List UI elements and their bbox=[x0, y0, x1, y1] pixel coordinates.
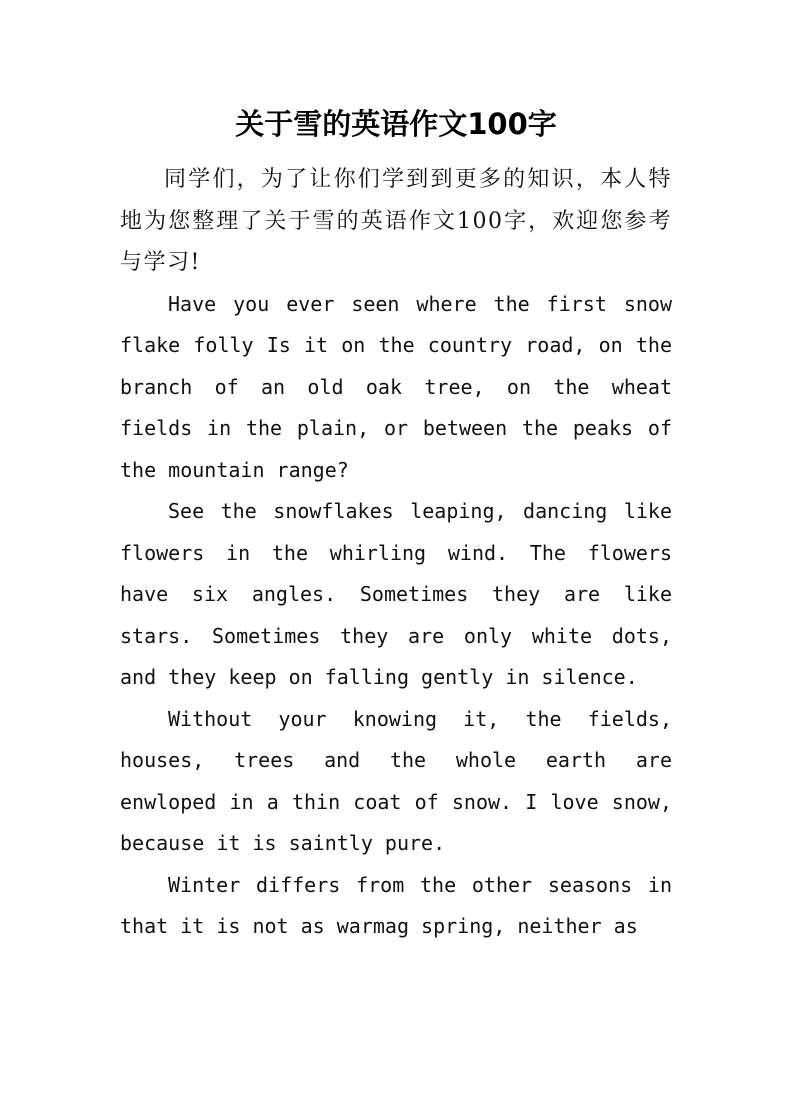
body-paragraph-3: Without your knowing it, the fields, houses, trees and the whole earth are enwloped in a thin coat of snow. I love snow, because it is saintly pure. bbox=[120, 706, 672, 855]
document-body bbox=[120, 159, 672, 948]
body-paragraph-4: Winter differs from the other seasons in that it is not as warmag spring, neither as bbox=[120, 872, 672, 938]
document-title: 关于雪的英语作文100字 bbox=[235, 107, 557, 141]
body-paragraph-2: See the snowflakes leaping, dancing like flowers in the whirling wind. The flowers have six angles. Sometimes they are like stars. Sometimes they are only white dots, and they keep on falling gently in silence. bbox=[120, 499, 672, 689]
body-paragraph-1: Have you ever seen where the first snow flake folly Is it on the country road, on the branch of an old oak tree, on the wheat fields in the plain, or between the peaks of the mountain range? bbox=[120, 291, 672, 482]
intro-paragraph: 同学们，为了让你们学到到更多的知识，本人特地为您整理了关于雪的英语作文100字，欢迎您参考与学习! bbox=[120, 167, 672, 275]
